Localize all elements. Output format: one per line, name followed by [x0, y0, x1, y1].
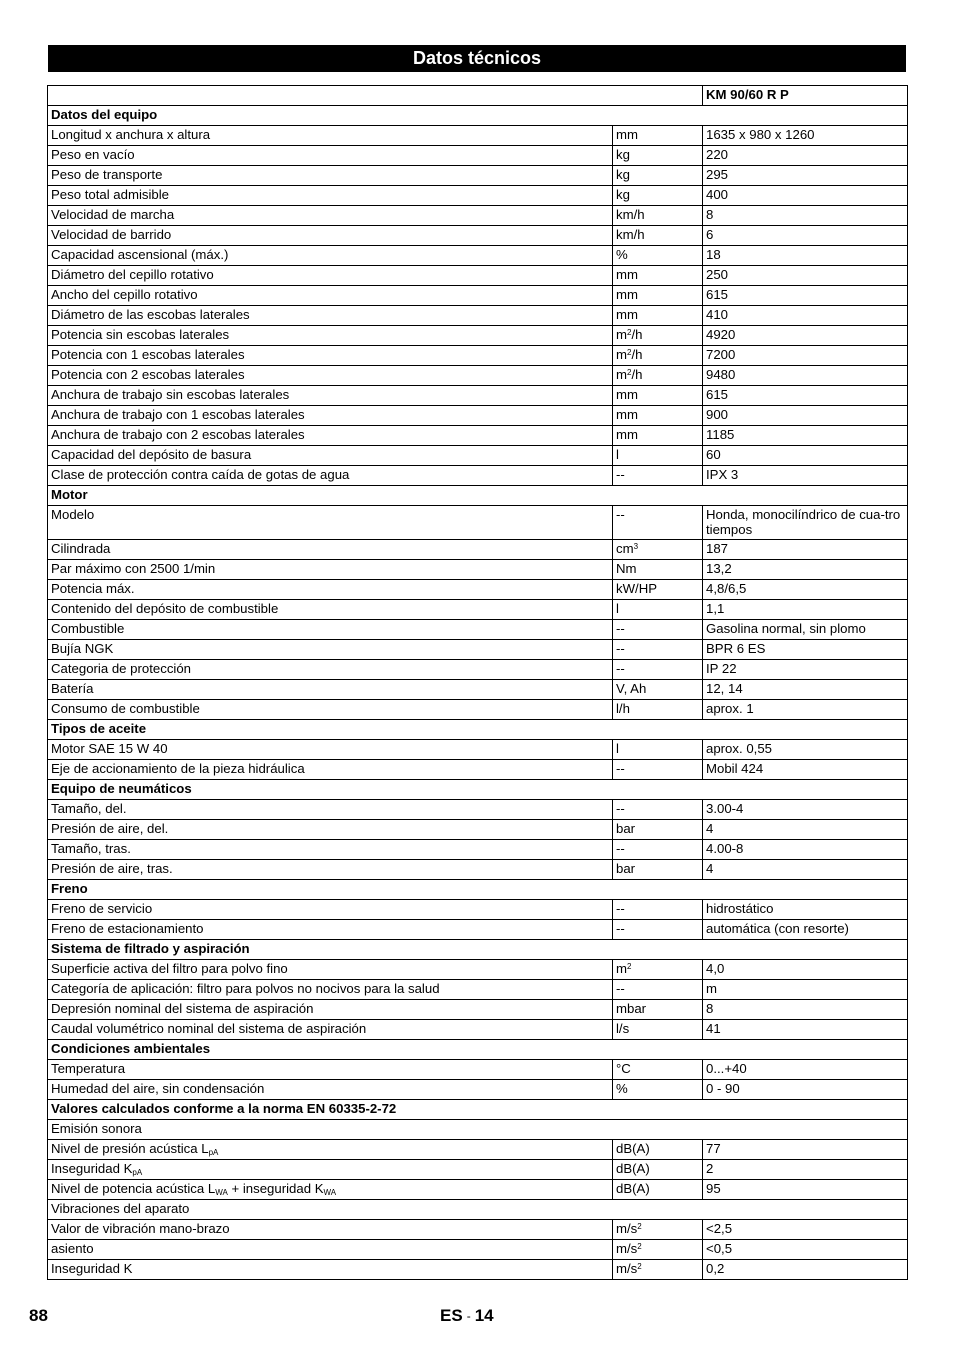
row-label: Potencia con 2 escobas laterales: [48, 366, 613, 386]
row-label: [48, 1180, 613, 1200]
row-unit: --: [613, 900, 703, 920]
row-unit: --: [613, 800, 703, 820]
vibraciones-row: [48, 1200, 908, 1220]
row-label: Diámetro de las escobas laterales: [48, 306, 613, 326]
section-header-tipos-aceite: [48, 720, 908, 740]
table-row: [48, 900, 908, 920]
row-value: 220: [703, 146, 908, 166]
row-unit: mm: [613, 386, 703, 406]
row-value: 95: [703, 1180, 908, 1200]
row-value: 4.00-8: [703, 840, 908, 860]
row-label: Depresión nominal del sistema de aspiración: [48, 1000, 613, 1020]
row-value: IPX 3: [703, 466, 908, 486]
row-label: Inseguridad K: [48, 1260, 613, 1280]
table-row: [48, 246, 908, 266]
label-subscript: WA: [323, 1188, 337, 1197]
table-row: [48, 1180, 908, 1200]
row-label: Valor de vibración mano-brazo: [48, 1220, 613, 1240]
row-label: Batería: [48, 680, 613, 700]
row-label: Capacidad del depósito de basura: [48, 446, 613, 466]
row-unit: --: [613, 760, 703, 780]
table-row: [48, 366, 908, 386]
table-row: [48, 820, 908, 840]
label-subscript: WA: [215, 1188, 228, 1197]
table-row: [48, 126, 908, 146]
row-unit: °C: [613, 1060, 703, 1080]
row-value: <2,5: [703, 1220, 908, 1240]
row-label: Modelo: [48, 506, 613, 540]
row-unit: km/h: [613, 226, 703, 246]
table-row: [48, 660, 908, 680]
section-header-valores-calculados: [48, 1100, 908, 1120]
table-row: [48, 1000, 908, 1020]
row-value: 250: [703, 266, 908, 286]
page-number: 88: [29, 1306, 48, 1325]
section-title: Datos del equipo: [48, 106, 908, 126]
row-value: m: [703, 980, 908, 1000]
row-value: aprox. 1: [703, 700, 908, 720]
row-unit: --: [613, 640, 703, 660]
row-unit: $m^2/h$: [613, 366, 703, 386]
table-row: [48, 466, 908, 486]
table-row: [48, 740, 908, 760]
row-unit: mm: [613, 266, 703, 286]
table-row: [48, 1160, 908, 1180]
row-label: Capacidad ascensional (máx.): [48, 246, 613, 266]
row-label: Clase de protección contra caída de gotas de agua: [48, 466, 613, 486]
row-value: 0,2: [703, 1260, 908, 1280]
row-value: aprox. 0,55: [703, 740, 908, 760]
row-unit: mm: [613, 406, 703, 426]
row-unit: mm: [613, 126, 703, 146]
row-value: 6: [703, 226, 908, 246]
row-value: 900: [703, 406, 908, 426]
row-value: 1,1: [703, 600, 908, 620]
row-label: Presión de aire, tras.: [48, 860, 613, 880]
section-title: Sistema de filtrado y aspiración: [48, 940, 908, 960]
row-unit: $m^2$: [613, 960, 703, 980]
row-unit: l: [613, 446, 703, 466]
row-label: Caudal volumétrico nominal del sistema de aspiración: [48, 1020, 613, 1040]
row-value: 8: [703, 206, 908, 226]
row-value: IP 22: [703, 660, 908, 680]
row-unit: $m^2/h$: [613, 326, 703, 346]
emision-sonora-row: [48, 1120, 908, 1140]
row-value: Honda, monocilíndrico de cua-tro tiempos: [703, 506, 908, 540]
table-row: [48, 840, 908, 860]
row-label: Freno de servicio: [48, 900, 613, 920]
table-row: [48, 960, 908, 980]
tech-data-table: [47, 85, 908, 1280]
table-row: [48, 226, 908, 246]
row-label: [48, 1140, 613, 1160]
table-row: [48, 506, 908, 540]
row-label: Humedad del aire, sin condensación: [48, 1080, 613, 1100]
row-value: 4,8/6,5: [703, 580, 908, 600]
row-value: 400: [703, 186, 908, 206]
row-value: 410: [703, 306, 908, 326]
row-label: Velocidad de marcha: [48, 206, 613, 226]
label-subscript: pA: [208, 1148, 219, 1157]
table-row: [48, 286, 908, 306]
table-row: [48, 1080, 908, 1100]
row-value: 295: [703, 166, 908, 186]
row-unit: mm: [613, 286, 703, 306]
row-label: Diámetro del cepillo rotativo: [48, 266, 613, 286]
row-label: Freno de estacionamiento: [48, 920, 613, 940]
row-unit: kg: [613, 186, 703, 206]
row-unit: mm: [613, 426, 703, 446]
table-row: [48, 1020, 908, 1040]
row-value: 187: [703, 540, 908, 560]
table-row: [48, 700, 908, 720]
row-value: 615: [703, 386, 908, 406]
table-row: [48, 560, 908, 580]
table-row: [48, 1220, 908, 1240]
label-part: Nivel de presión acústica L: [51, 1141, 209, 1156]
table-row: [48, 326, 908, 346]
row-unit: dB(A): [613, 1140, 703, 1160]
label-part: Inseguridad K: [51, 1161, 133, 1176]
row-unit: Nm: [613, 560, 703, 580]
section-header-filtrado: [48, 940, 908, 960]
row-label: Potencia con 1 escobas laterales: [48, 346, 613, 366]
vibraciones-row-label: Vibraciones del aparato: [48, 1200, 908, 1220]
row-label: Anchura de trabajo con 2 escobas laterales: [48, 426, 613, 446]
row-value: 41: [703, 1020, 908, 1040]
language-code: ES: [440, 1306, 463, 1325]
row-label: Longitud x anchura x altura: [48, 126, 613, 146]
section-title: Condiciones ambientales: [48, 1040, 908, 1060]
row-label: Eje de accionamiento de la pieza hidráulica: [48, 760, 613, 780]
page-title: Datos técnicos: [48, 45, 906, 72]
section-header-neumaticos: [48, 780, 908, 800]
section-title: Equipo de neumáticos: [48, 780, 908, 800]
row-value: 18: [703, 246, 908, 266]
row-value: BPR 6 ES: [703, 640, 908, 660]
row-label: Anchura de trabajo sin escobas laterales: [48, 386, 613, 406]
row-unit: $m/s^2$: [613, 1260, 703, 1280]
row-unit: dB(A): [613, 1180, 703, 1200]
section-title: Freno: [48, 880, 908, 900]
row-value: 1635 x 980 x 1260: [703, 126, 908, 146]
row-label: asiento: [48, 1240, 613, 1260]
row-unit: km/h: [613, 206, 703, 226]
table-row: [48, 760, 908, 780]
row-label: Temperatura: [48, 1060, 613, 1080]
row-value: <0,5: [703, 1240, 908, 1260]
table-row: [48, 1260, 908, 1280]
table-row: [48, 186, 908, 206]
row-value: Gasolina normal, sin plomo: [703, 620, 908, 640]
row-value: 7200: [703, 346, 908, 366]
row-label: Combustible: [48, 620, 613, 640]
row-label: Contenido del depósito de combustible: [48, 600, 613, 620]
row-unit: l/h: [613, 700, 703, 720]
row-value: 13,2: [703, 560, 908, 580]
table-row: [48, 146, 908, 166]
row-value: 3.00-4: [703, 800, 908, 820]
row-unit: --: [613, 660, 703, 680]
row-label: Cilindrada: [48, 540, 613, 560]
row-unit: --: [613, 466, 703, 486]
row-value: 0 - 90: [703, 1080, 908, 1100]
row-value: Mobil 424: [703, 760, 908, 780]
table-row: [48, 620, 908, 640]
row-label: [48, 1160, 613, 1180]
row-unit: $cm^3$: [613, 540, 703, 560]
section-header-datos-equipo: [48, 106, 908, 126]
table-row: [48, 540, 908, 560]
label-part: + inseguridad K: [227, 1181, 324, 1196]
table-row: [48, 1140, 908, 1160]
row-unit: %: [613, 246, 703, 266]
table-row: [48, 346, 908, 366]
row-value: 615: [703, 286, 908, 306]
row-unit: dB(A): [613, 1160, 703, 1180]
table-row: [48, 166, 908, 186]
row-label: Ancho del cepillo rotativo: [48, 286, 613, 306]
section-page-label: [440, 1306, 494, 1326]
row-unit: --: [613, 506, 703, 540]
section-header-freno: [48, 880, 908, 900]
row-unit: --: [613, 620, 703, 640]
model-header: KM 90/60 R P: [703, 86, 908, 106]
row-label: Potencia máx.: [48, 580, 613, 600]
table-row: [48, 980, 908, 1000]
section-title: Valores calculados conforme a la norma EN 60335-2-72: [48, 1100, 908, 1120]
separator-dash: -: [466, 1309, 471, 1323]
row-value: 1185: [703, 426, 908, 446]
row-value: 4: [703, 820, 908, 840]
row-value: 12, 14: [703, 680, 908, 700]
row-value: 0...+40: [703, 1060, 908, 1080]
table-row: [48, 1060, 908, 1080]
row-unit: l: [613, 600, 703, 620]
table-row: [48, 920, 908, 940]
table-row: [48, 206, 908, 226]
table-row: [48, 800, 908, 820]
label-subscript: pA: [132, 1168, 143, 1177]
row-label: Bujía NGK: [48, 640, 613, 660]
row-unit: --: [613, 980, 703, 1000]
row-unit: $m^2/h$: [613, 346, 703, 366]
row-value: 9480: [703, 366, 908, 386]
row-value: 60: [703, 446, 908, 466]
row-unit: mbar: [613, 1000, 703, 1020]
row-label: Tamaño, del.: [48, 800, 613, 820]
row-unit: V, Ah: [613, 680, 703, 700]
row-unit: bar: [613, 820, 703, 840]
row-label: Anchura de trabajo con 1 escobas laterales: [48, 406, 613, 426]
row-unit: kg: [613, 166, 703, 186]
row-value: 4,0: [703, 960, 908, 980]
table-row: [48, 580, 908, 600]
row-unit: kW/HP: [613, 580, 703, 600]
table-header-row: [48, 86, 908, 106]
row-label: Motor SAE 15 W 40: [48, 740, 613, 760]
table-row: [48, 406, 908, 426]
row-value: 2: [703, 1160, 908, 1180]
row-unit: kg: [613, 146, 703, 166]
row-unit: --: [613, 840, 703, 860]
row-label: Par máximo con 2500 1/min: [48, 560, 613, 580]
table-row: [48, 266, 908, 286]
table-row: [48, 640, 908, 660]
row-value: automática (con resorte): [703, 920, 908, 940]
table-row: [48, 306, 908, 326]
table-row: [48, 446, 908, 466]
row-label: Presión de aire, del.: [48, 820, 613, 840]
table-row: [48, 860, 908, 880]
row-label: Consumo de combustible: [48, 700, 613, 720]
row-label: Velocidad de barrido: [48, 226, 613, 246]
row-value: hidrostático: [703, 900, 908, 920]
row-unit: $m/s^2$: [613, 1240, 703, 1260]
row-unit: $m/s^2$: [613, 1220, 703, 1240]
row-value: 8: [703, 1000, 908, 1020]
row-unit: bar: [613, 860, 703, 880]
section-header-motor: [48, 486, 908, 506]
row-value: 4920: [703, 326, 908, 346]
section-title: Motor: [48, 486, 908, 506]
section-page-number: 14: [474, 1306, 494, 1325]
table-row: [48, 600, 908, 620]
row-unit: l/s: [613, 1020, 703, 1040]
table-row: [48, 680, 908, 700]
row-label: Peso de transporte: [48, 166, 613, 186]
section-header-ambientales: [48, 1040, 908, 1060]
row-label: Superficie activa del filtro para polvo fino: [48, 960, 613, 980]
row-value: 77: [703, 1140, 908, 1160]
row-unit: mm: [613, 306, 703, 326]
row-unit: %: [613, 1080, 703, 1100]
emision-sonora-row-label: Emisión sonora: [48, 1120, 908, 1140]
row-label: Peso total admisible: [48, 186, 613, 206]
row-label: Categoría de aplicación: filtro para polvos no nocivos para la salud: [48, 980, 613, 1000]
row-unit: l: [613, 740, 703, 760]
table-row: [48, 386, 908, 406]
row-unit: --: [613, 920, 703, 940]
row-label: Categoria de protección: [48, 660, 613, 680]
row-label: Tamaño, tras.: [48, 840, 613, 860]
table-row: [48, 1240, 908, 1260]
row-label: Peso en vacío: [48, 146, 613, 166]
header-empty-cell: [48, 86, 703, 106]
section-title: Tipos de aceite: [48, 720, 908, 740]
label-part: Nivel de potencia acústica L: [51, 1181, 216, 1196]
row-label: Potencia sin escobas laterales: [48, 326, 613, 346]
table-row: [48, 426, 908, 446]
row-value: 4: [703, 860, 908, 880]
